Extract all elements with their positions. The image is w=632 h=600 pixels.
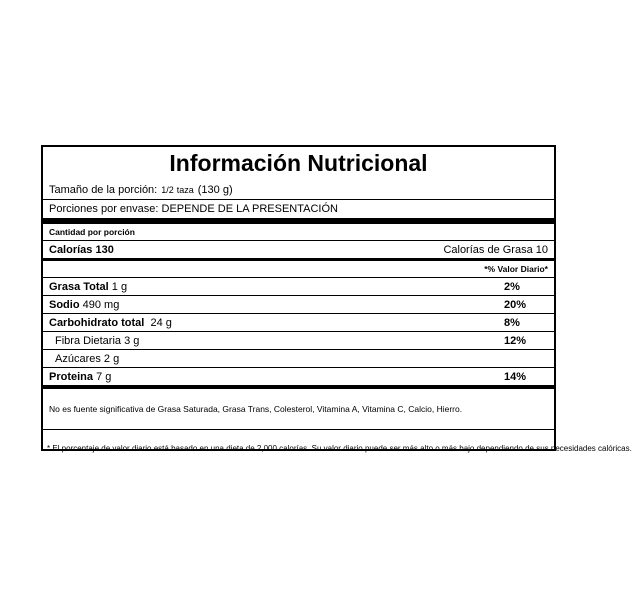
serving-qty: 1/2 (161, 184, 174, 195)
calories-value: Calorías 130 (49, 243, 114, 256)
vitamins-note: No es fuente significativa de Grasa Saturada, Grasa Trans, Colesterol, Vitamina A, Vitamina C, Calcio, Hierro. (43, 388, 554, 429)
nutrient-pct: 8% (504, 316, 520, 329)
amount-per-serving: Cantidad por porción (49, 227, 135, 237)
nutrition-facts-label (41, 145, 632, 453)
nutrient-name: Grasa Total (49, 280, 109, 293)
serving-label: Tamaño de la porción: (49, 183, 158, 196)
nutrient-pct: 20% (504, 298, 527, 311)
nutrient-amount: 490 mg (82, 298, 120, 311)
nutrient-name: Fibra Dietaria 3 g (55, 334, 140, 347)
label-title: Información Nutricional (169, 150, 428, 176)
nutrient-row-fat (43, 277, 554, 295)
nutrient-row-sodium (43, 295, 554, 313)
nutrient-name: Proteina (49, 370, 94, 383)
nutrient-pct: 12% (504, 334, 527, 347)
nutrient-row-fiber (43, 331, 554, 349)
nutrient-pct: 14% (504, 370, 527, 383)
nutrient-name: Sodio (49, 298, 80, 311)
nutrient-row-carbs (43, 313, 554, 331)
nutrient-name: Carbohidrato total (49, 316, 145, 329)
nutrient-amount: 1 g (111, 280, 128, 293)
nutrient-pct: 2% (504, 280, 520, 293)
nutrient-amount: 7 g (96, 370, 112, 383)
nutrient-row-sugars (43, 349, 554, 367)
nutrient-row-protein (43, 367, 554, 385)
nutrient-name: Azúcares 2 g (55, 352, 120, 365)
footnote: * El porcentaje de valor diario está basado en una dieta de 2,000 calorías. Su valor diario puede ser más alto o más bajo dependiendo de sus necesidades calóricas. (43, 429, 554, 466)
serving-unit: taza (176, 184, 194, 195)
calories-row (43, 241, 554, 258)
servings-per-container: Porciones por envase: DEPENDE DE LA PRESENTACIÓN (43, 199, 554, 218)
daily-value-header: *% Valor Diario* (484, 264, 548, 274)
serving-size (43, 180, 554, 199)
calories-from-fat: Calorías de Grasa 10 (443, 243, 548, 256)
nutrient-amount: 24 g (150, 316, 172, 329)
serving-grams: (130 g) (197, 183, 233, 196)
